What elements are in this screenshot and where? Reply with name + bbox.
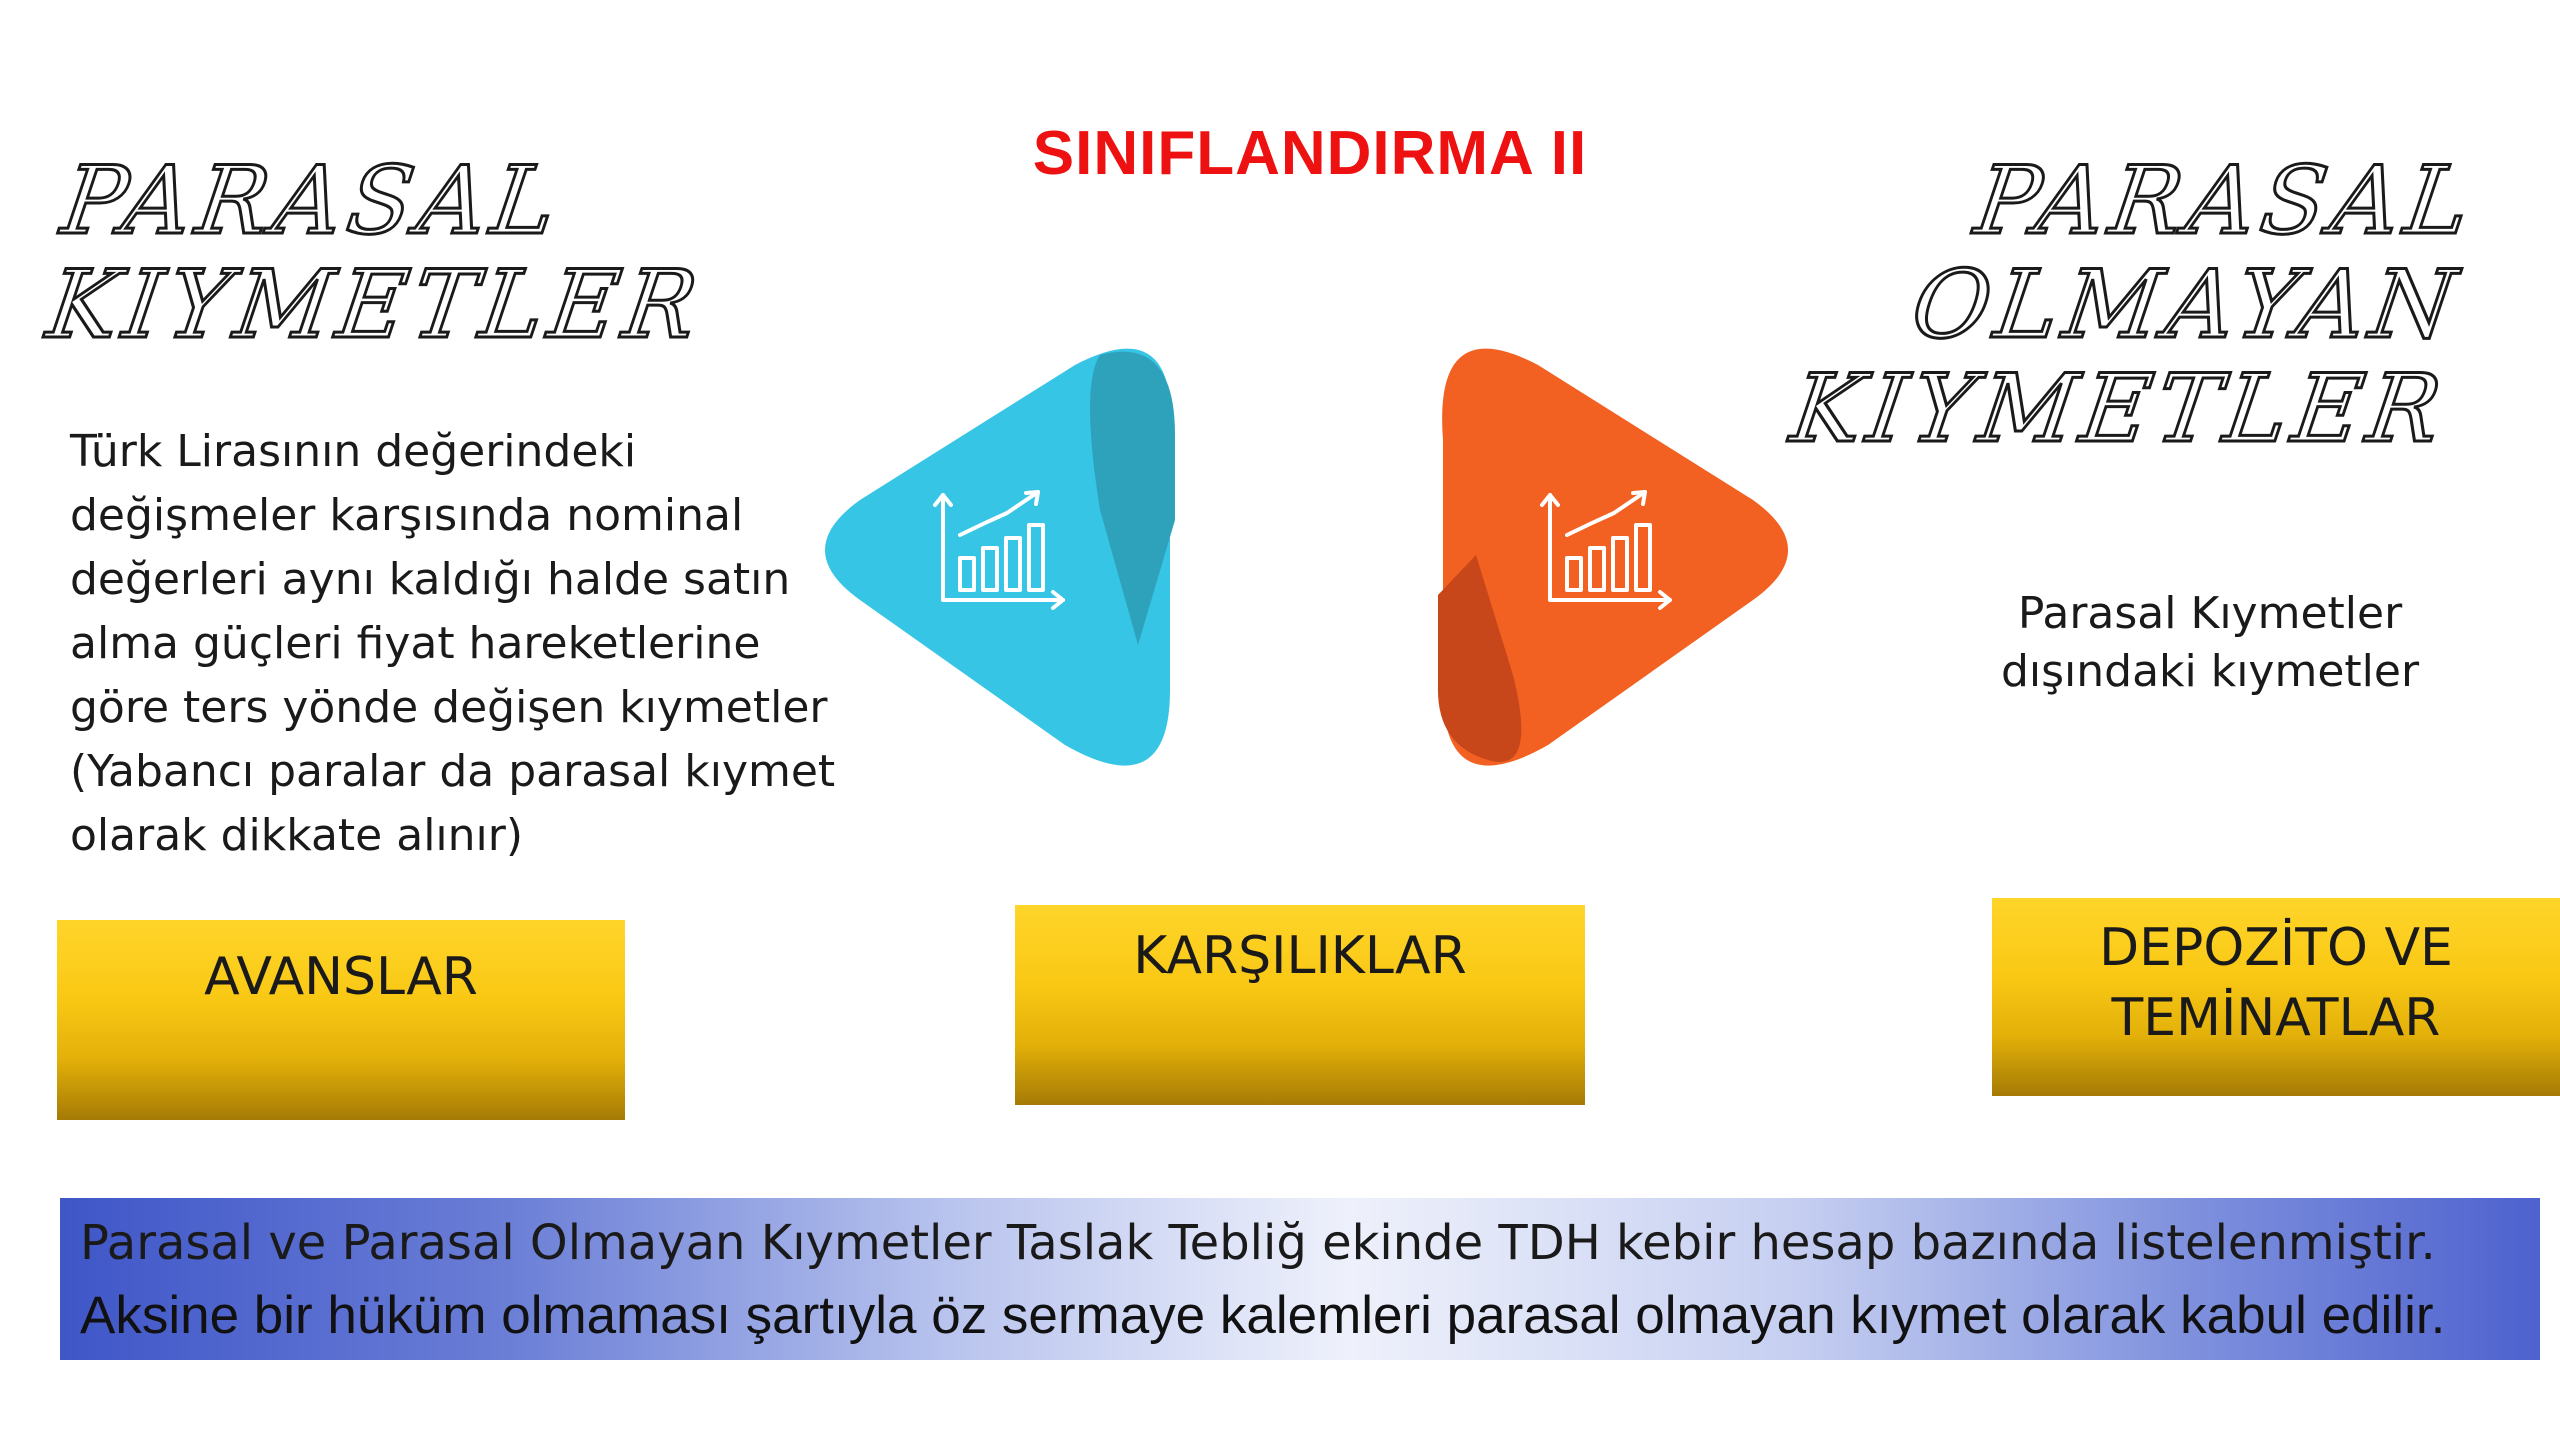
box-label: KARŞILIKLAR <box>1133 926 1467 986</box>
heading-line: KIYMETLER <box>1784 355 2454 464</box>
avanslar-box <box>57 920 625 1120</box>
left-triangle-graphic <box>800 345 1185 770</box>
parasal-olmayan-kiymetler-heading <box>1748 147 2483 464</box>
box-label: AVANSLAR <box>204 947 478 1007</box>
slide-title: SINIFLANDIRMA II <box>1032 119 1588 188</box>
depozito-teminatlar-box <box>1992 898 2560 1096</box>
heading-line: KIYMETLER <box>41 251 710 360</box>
heading-line: OLMAYAN <box>1905 251 2468 360</box>
box-label: DEPOZİTO VE TEMİNATLAR <box>2099 918 2453 1048</box>
parasal-olmayan-kiymetler-description: Parasal Kıymetler dışındaki kıymetler <box>2000 588 2420 697</box>
karsiliklar-box <box>1015 905 1585 1105</box>
heading-line: PARASAL <box>1969 147 2483 256</box>
parasal-kiymetler-heading <box>41 147 870 360</box>
heading-line: PARASAL <box>55 147 569 256</box>
parasal-kiymetler-description: Türk Lirasının değerindeki değişmeler karşısında nominal değerleri aynı kaldığı halde satın alma güçleri fiyat hareketlerine göre ters yönde değişen kıymetler (Yabancı paralar da parasal kıymet olarak dikkate alınır) <box>70 426 836 861</box>
footer-note-line-2: Aksine bir hüküm olmaması şartıyla öz sermaye kalemleri parasal olmayan kıymet olarak kabul edilir. <box>80 1286 2446 1345</box>
footer-note-line-1: Parasal ve Parasal Olmayan Kıymetler Taslak Tebliğ ekinde TDH kebir hesap bazında listelenmiştir. <box>80 1215 2436 1271</box>
right-triangle-graphic <box>1428 345 1813 770</box>
